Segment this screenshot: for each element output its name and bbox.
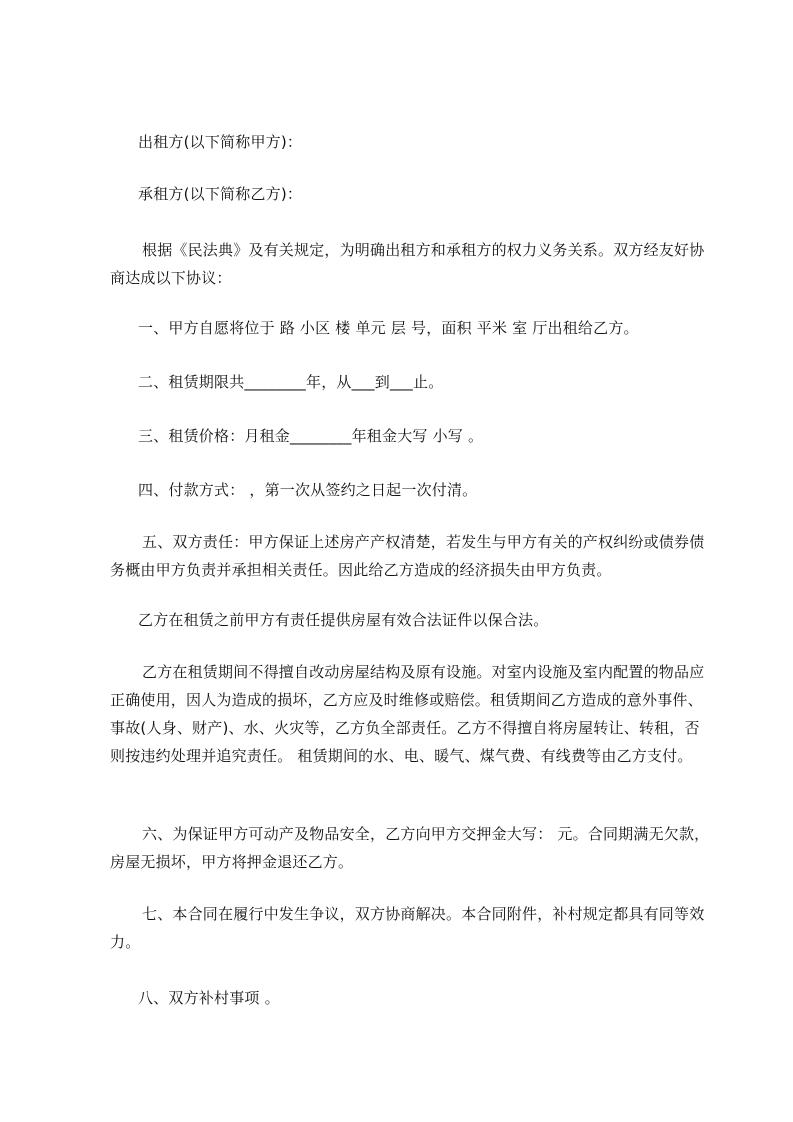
clause-7-disputes: 七、本合同在履行中发生争议，双方协商解决。本合同附件，补村规定都具有同等效力。: [110, 905, 705, 951]
preamble-paragraph: 根据《民法典》及有关规定，为明确出租方和承租方的权力义务关系。双方经友好协商达成以下协议：: [110, 241, 705, 287]
clause-5-responsibility: 五、双方责任：甲方保证上述房产产权清楚，若发生与甲方有关的产权纠纷或债券债务概由甲方负责并承担相关责任。因此给乙方造成的经济损失由甲方负责。: [110, 533, 705, 579]
lessee-documents-line: 乙方在租赁之前甲方有责任提供房屋有效合法证件以保合法。: [138, 611, 549, 629]
clause-3-price: 三、租赁价格：月租金________年租金大写 小写 。: [138, 427, 484, 445]
clause-2-term: 二、租赁期限共________年，从___到___止。: [138, 373, 444, 391]
clause-4-payment: 四、付款方式： ，第一次从签约之日起一次付清。: [138, 481, 478, 499]
clause-1-property: 一、甲方自愿将位于 路 小区 楼 单元 层 号，面积 平米 室 厅出租给乙方。: [138, 319, 639, 337]
lessor-line: 出租方(以下简称甲方)：: [138, 133, 303, 151]
clause-8-supplement: 八、双方补村事项 。: [138, 989, 280, 1007]
lessee-obligations-paragraph: 乙方在租赁期间不得擅自改动房屋结构及原有设施。对室内设施及室内配置的物品应正确使用，因人为造成的损坏，乙方应及时维修或赔偿。租赁期间乙方造成的意外事件、事故(人身、财产)、水、火灾等，乙方负全部责任。乙方不得擅自将房屋转让、转租，否则按违约处理并追究责任。 租赁期间的水、电、暖气、煤气费、有线费等由乙方支付。: [110, 663, 705, 765]
clause-6-deposit: 六、为保证甲方可动产及物品安全，乙方向甲方交押金大写： 元。合同期满无欠款，房屋无损坏，甲方将押金退还乙方。: [110, 825, 710, 871]
lessee-line: 承租方(以下简称乙方)：: [138, 185, 303, 203]
